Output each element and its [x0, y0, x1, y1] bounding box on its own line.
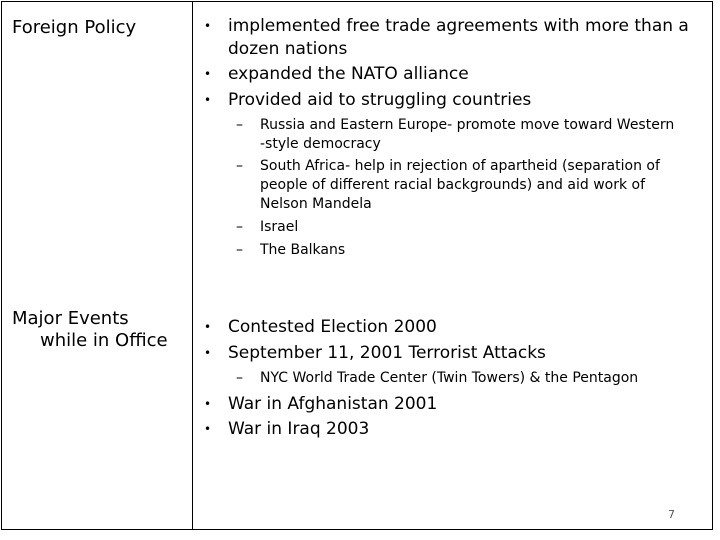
events-bullet-3: • War in Afghanistan 2001	[228, 392, 437, 417]
column-divider	[192, 1, 193, 530]
dash-icon: –	[236, 219, 243, 235]
foreign-sub-1: – Russia and Eastern Europe- promote move toward Western	[260, 115, 674, 136]
bullet-icon: •	[204, 320, 212, 334]
bullet-icon: •	[204, 397, 212, 411]
foreign-policy-label: Foreign Policy	[12, 17, 137, 38]
foreign-bullet-3: • Provided aid to struggling countries	[228, 88, 531, 113]
foreign-bullet-1: • implemented free trade agreements with more than a	[228, 14, 689, 39]
foreign-sub-3: – Israel	[260, 217, 298, 238]
events-bullet-4: • War in Iraq 2003	[228, 417, 369, 442]
foreign-sub-2-cont2: Nelson Mandela	[260, 196, 372, 212]
dash-icon: –	[236, 242, 243, 258]
dash-icon: –	[236, 370, 243, 386]
bullet-icon: •	[204, 346, 212, 360]
dash-icon: –	[236, 117, 243, 133]
major-events-label: Major Events while in Office	[12, 308, 168, 351]
events-bullet-1: • Contested Election 2000	[228, 315, 437, 340]
foreign-sub-2-cont1: people of different racial backgrounds) and aid work of	[260, 177, 646, 193]
events-sub-1: – NYC World Trade Center (Twin Towers) & the Pentagon	[260, 368, 638, 389]
bullet-icon: •	[204, 422, 212, 436]
foreign-sub-2: – South Africa- help in rejection of apartheid (separation of	[260, 156, 660, 177]
foreign-sub-1-cont: -style democracy	[260, 136, 381, 152]
events-bullet-2: • September 11, 2001 Terrorist Attacks	[228, 341, 546, 366]
foreign-sub-4: – The Balkans	[260, 240, 345, 261]
foreign-bullet-2: • expanded the NATO alliance	[228, 62, 469, 87]
bullet-icon: •	[204, 67, 212, 81]
page-number: 7	[668, 508, 675, 521]
bullet-icon: •	[204, 93, 212, 107]
dash-icon: –	[236, 158, 243, 174]
foreign-bullet-1-cont: dozen nations	[228, 39, 348, 59]
bullet-icon: •	[204, 19, 212, 33]
